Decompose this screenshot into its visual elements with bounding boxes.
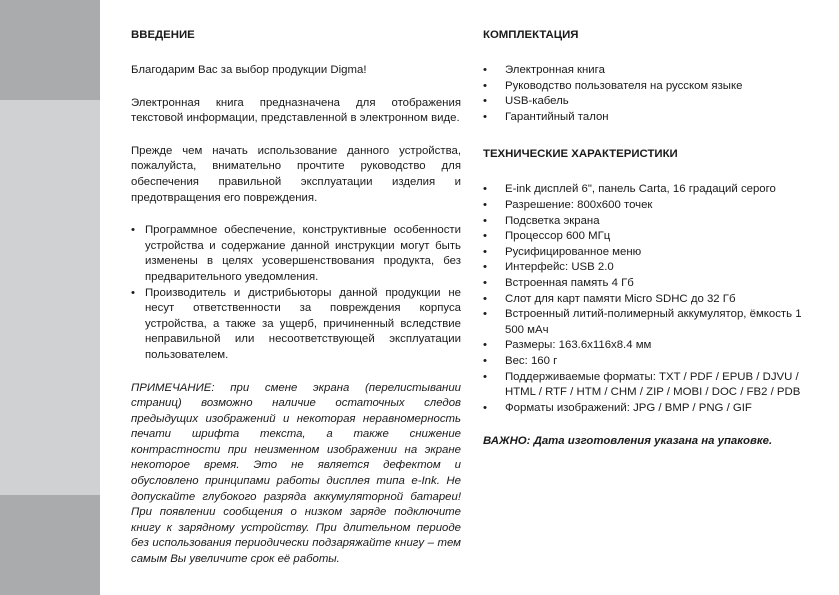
spec-item: • Подсветка экрана [483, 214, 813, 230]
spec-item: • E-ink дисплей 6", панель Carta, 16 градаций серого [483, 182, 813, 198]
intro-bullet: • Программное обеспечение, конструктивные особенности устройства и содержание данной инструкции могут быть изменены в целях усовершенствования продукта, без предварительного уведомления. [131, 223, 461, 285]
spec-item: • Разрешение: 800х600 точек [483, 198, 813, 214]
intro-bullets [131, 223, 461, 363]
package-list [483, 63, 813, 125]
intro-thanks: Благодарим Вас за выбор продукции Digma! [131, 64, 367, 76]
specs-heading: ТЕХНИЧЕСКИЕ ХАРАКТЕРИСТИКИ [483, 148, 678, 161]
spec-item: • Форматы изображений: JPG / BMP / PNG / GIF [483, 401, 813, 417]
spec-item: • Поддерживаемые форматы: TXT / PDF / EPUB / DJVU / HTML / RTF / HTM / CHM / ZIP / MOBI / DOC / FB2 / PDB [483, 370, 813, 401]
package-item: • Электронная книга [483, 63, 813, 79]
intro-read-manual: Прежде чем начать использование данного устройства, пожалуйста, внимательно прочтите руководство для обеспечения правильной эксплуатации изделия и предотвращения его повреждения. [131, 144, 461, 204]
spec-item: • Процессор 600 МГц [483, 229, 813, 245]
left-column [131, 28, 461, 585]
package-heading: КОМПЛЕКТАЦИЯ [483, 29, 579, 41]
spec-item: • Русифицированное меню [483, 245, 813, 261]
side-band [0, 0, 100, 595]
package-item: • Руководство пользователя на русском языке [483, 79, 813, 95]
section-gap [483, 125, 813, 147]
intro-purpose: Электронная книга предназначена для отображения текстовой информации, представленной в электронном виде. [131, 96, 461, 125]
package-item: • Гарантийный талон [483, 110, 813, 126]
spec-item: • Встроенный литий-полимерный аккумулятор, ёмкость 1 500 мАч [483, 307, 813, 338]
package-item: • USB-кабель [483, 94, 813, 110]
spec-item: • Слот для карт памяти Micro SDHC до 32 Гб [483, 292, 813, 308]
spec-item: • Вес: 160 г [483, 354, 813, 370]
spec-item: • Встроенная память 4 Гб [483, 276, 813, 292]
intro-note: ПРИМЕЧАНИЕ: при смене экрана (перелистывании страниц) возможно наличие остаточных следов предыдущих изображений и некоторая неравномерность печати шрифта текста, а также снижение контрастности при неизменном изображении на экране некоторое время. Это не является дефектом и обусловлено принципами работы дисплея типа e-Ink. Не допускайте глубокого разряда аккумуляторной батареи! При появлении сообщения о низком заряде подключите книгу к зарядному устройству. При длительном периоде без использования периодически подзаряжайте книгу – тем самым Вы увеличите срок её работы. [131, 381, 461, 566]
intro-heading: ВВЕДЕНИЕ [131, 29, 195, 41]
important-note: ВАЖНО: Дата изготовления указана на упаковке. [483, 435, 773, 448]
right-column [483, 28, 813, 467]
intro-bullet: • Производитель и дистрибьюторы данной продукции не несут ответственности за повреждения корпуса устройства, а также за ущерб, причиненный вследствие неправильной или несоответствующей эксплуатации пользователем. [131, 286, 461, 364]
spec-item: • Размеры: 163.6х116х8.4 мм [483, 338, 813, 354]
spec-item: • Интерфейс: USB 2.0 [483, 260, 813, 276]
side-band-bottom-block [0, 495, 100, 595]
specs-list [483, 182, 813, 416]
side-band-top-block [0, 0, 100, 100]
